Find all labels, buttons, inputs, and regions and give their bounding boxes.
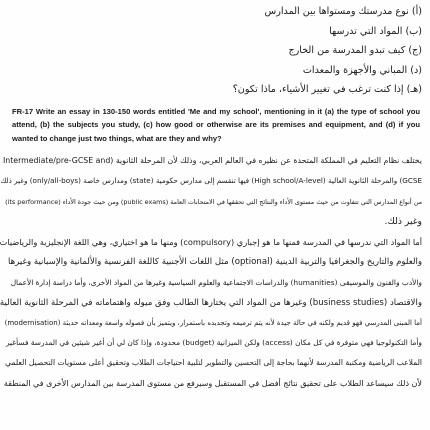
question-item-b: (ب) المواد التي تدرسها — [329, 25, 422, 37]
essay-line: وأما التكنولوجيا فهي متوفرة في كل مكان (access) ولكن الميزانية (budget) محدودة، وإذا كان لي أن أغير شيئين في المدرسة فسأغير — [5, 338, 422, 348]
english-prompt: FR-17 Write an essay in 130-150 words entitled 'Me and my school', mentioning in it (a) the type of school you attend, (b) the subjects you study, (c) how good or otherwise are its premises and equipment, and (d) if you wanted to change just two things, what are they and why? — [12, 106, 420, 143]
essay-line: يختلف نظام التعليم في المملكة المتحدة عن نظيره في العالم العربي، وذلك لأن المرحلة الثانوية (Intermediate/pre-GCSE and — [2, 156, 422, 166]
essay-line: الملاعب الرياضية ومكتبة المدرسة لأنهما بحاجة إلى التحسين والتطوير لتلبية احتياجات الطلاب وتحقيق أعلى مستويات التحصيل العلمي — [5, 358, 422, 368]
essay-line: أما المواد التي ندرسها في المدرسة فمنها ما هو إجباري (compulsory) ومنها ما هو اختياري، وهي اللغة الإنجليزية والرياضيات — [0, 237, 422, 248]
question-list — [0, 2, 430, 100]
essay-line: GCSE) والمرحلة الثانوية العالية (High school/A-level) فيها تنقسم إلى مدارس حكومية (state) ومدارس خاصة (only/all-boys) وغير ذلك — [0, 176, 422, 186]
question-item-c: (ج) كيف تبدو المدرسة من الخارج — [288, 45, 422, 56]
essay-line: والأدب والفنون والموسيقى (humanities) والدراسات الاجتماعية والعلوم السياسية وغيرها من المواد الأخرى، وأما دراسة إدارة الأعمال — [10, 277, 422, 287]
essay-line: والاقتصاد (business studies) وغيرها من المواد التي يختارها الطالب وفق ميوله واهتماماته في المرحلة الثانوية العالية — [0, 297, 422, 308]
arabic-essay — [0, 151, 430, 393]
essay-line: من أنواع المدارس التي تتفاوت من حيث مستوى الأداء والنتائج التي تحققها في الامتحانات العامة (public exams) ومن حيث جودة الأداء (its performance) — [5, 197, 422, 206]
question-item-d: (د) المباني والأجهزة والمعدات — [302, 64, 422, 76]
question-heading: (أ) نوع مدرستك ومستواها بين المدارس — [264, 6, 422, 17]
essay-line: لأن ذلك سيساعد الطلاب على تحقيق نتائج أفضل في المستقبل وسيرفع من مستوى المدرسة بين المدارس الأخرى في المنطقة — [3, 378, 422, 388]
essay-line: وغير ذلك. — [384, 215, 422, 227]
essay-line: والعلوم والتاريخ والجغرافيا والتربية الدينية (optional) مثل اللغات الأجنبية كاللغة الفرنسية والألمانية والإسبانية وغيرها — [7, 257, 422, 268]
question-item-e: (هـ) إذا كنت ترغب في تغيير الأشياء، ماذا تكون؟ — [232, 84, 422, 95]
essay-line: أما المبنى المدرسي فهو قديم ولكنه في حالة جيدة لأنه يتم ترميمه وتجديده باستمرار، ويتميز بأن فصوله واسعة ومعداته حديثة (modernisation) — [4, 318, 422, 327]
